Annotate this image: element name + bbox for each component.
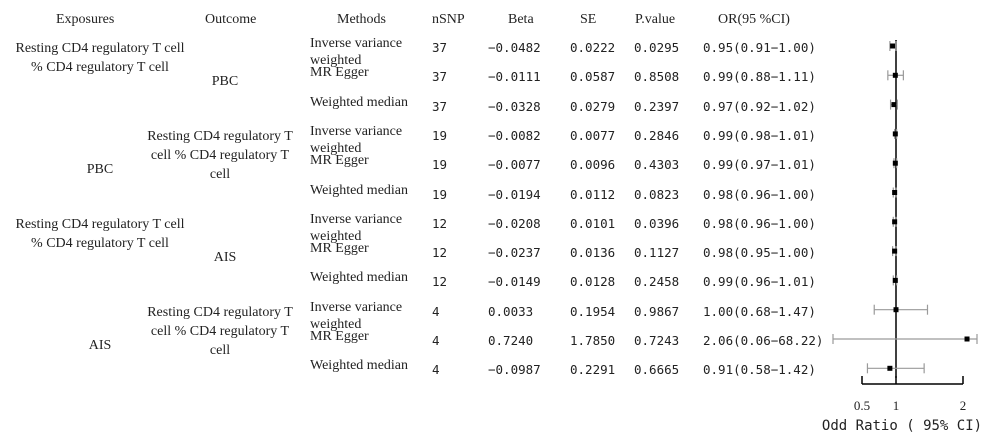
se-cell: 0.0128 xyxy=(570,274,616,290)
or-ci-cell: 0.99(0.97−1.01) xyxy=(703,157,816,173)
or-ci-cell: 0.97(0.92−1.02) xyxy=(703,98,816,114)
or-ci-cell: 0.98(0.95−1.00) xyxy=(703,245,816,261)
beta-cell: −0.0111 xyxy=(488,69,541,85)
se-cell: 0.0136 xyxy=(570,245,616,261)
point-estimate xyxy=(891,102,896,107)
header-nsnp: nSNP xyxy=(432,12,465,27)
beta-cell: −0.0194 xyxy=(488,186,541,202)
point-estimate xyxy=(894,307,899,312)
beta-cell: 0.0033 xyxy=(488,303,534,319)
se-cell: 0.2291 xyxy=(570,362,616,378)
point-estimate xyxy=(892,219,897,224)
group-exposure: PBC xyxy=(86,161,114,177)
method-label: Inverse variance weighted xyxy=(310,211,403,244)
or-ci-cell: 0.99(0.98−1.01) xyxy=(703,127,816,143)
beta-cell: −0.0987 xyxy=(488,362,541,378)
pvalue-cell: 0.2458 xyxy=(634,274,680,290)
nsnp-cell: 19 xyxy=(432,127,448,143)
pvalue-cell: 0.0396 xyxy=(634,215,680,231)
nsnp-cell: 37 xyxy=(432,40,448,55)
beta-cell: −0.0208 xyxy=(488,215,541,231)
pvalue-cell: 0.2397 xyxy=(634,98,680,114)
or-ci-cell: 0.98(0.96−1.00) xyxy=(703,186,816,202)
group-outcome: PBC xyxy=(211,73,239,89)
or-ci-cell: 0.98(0.96−1.00) xyxy=(703,215,816,231)
header-or: OR(95 %CI) xyxy=(718,12,790,27)
header-pvalue: P.value xyxy=(635,12,676,27)
method-label: MR Egger xyxy=(310,241,369,257)
point-estimate xyxy=(892,249,897,254)
beta-cell: −0.0237 xyxy=(488,245,541,261)
group-outcome: Resting CD4 regulatory T cell % CD4 regulatory T cell xyxy=(147,304,293,358)
se-cell: 0.0077 xyxy=(570,127,616,143)
x-tick-label: 0.5 xyxy=(853,398,871,413)
method-label: Inverse variance weighted xyxy=(310,299,403,332)
group-outcome: AIS xyxy=(213,249,237,265)
or-ci-cell: 0.91(0.58−1.42) xyxy=(703,362,816,378)
beta-cell: −0.0482 xyxy=(488,40,541,55)
or-ci-cell: 0.95(0.91−1.00) xyxy=(703,40,816,55)
or-ci-cell: 2.06(0.06−68.22) xyxy=(703,333,824,348)
point-estimate xyxy=(893,131,898,136)
method-label: MR Egger xyxy=(310,153,369,169)
se-cell: 0.1954 xyxy=(570,303,616,319)
x-tick-label: 1 xyxy=(892,398,900,413)
nsnp-cell: 4 xyxy=(432,303,440,319)
nsnp-cell: 12 xyxy=(432,215,448,231)
nsnp-cell: 4 xyxy=(432,333,440,348)
se-cell: 0.0112 xyxy=(570,186,616,202)
beta-cell: 0.7240 xyxy=(488,333,534,348)
x-axis-title: Odd Ratio ( 95% CI) xyxy=(821,418,983,434)
beta-cell: −0.0149 xyxy=(488,274,541,290)
or-ci-cell: 1.00(0.68−1.47) xyxy=(703,303,816,319)
point-estimate xyxy=(892,190,897,195)
se-cell: 0.0279 xyxy=(570,98,616,114)
header-exposures: Exposures xyxy=(56,12,115,27)
point-estimate xyxy=(890,44,895,49)
header-outcome: Outcome xyxy=(205,12,257,27)
nsnp-cell: 37 xyxy=(432,69,448,85)
se-cell: 1.7850 xyxy=(570,333,616,348)
beta-cell: −0.0328 xyxy=(488,98,541,114)
group-exposure: AIS xyxy=(88,337,112,353)
x-tick-label: 2 xyxy=(959,398,967,413)
se-cell: 0.0096 xyxy=(570,157,616,173)
method-label: Weighted median xyxy=(310,94,409,110)
pvalue-cell: 0.8508 xyxy=(634,69,680,85)
se-cell: 0.0587 xyxy=(570,69,616,85)
se-cell: 0.0101 xyxy=(570,215,616,231)
beta-cell: −0.0082 xyxy=(488,127,541,143)
or-ci-cell: 0.99(0.96−1.01) xyxy=(703,274,816,290)
nsnp-cell: 12 xyxy=(432,245,448,261)
method-label: MR Egger xyxy=(310,329,369,344)
pvalue-cell: 0.7243 xyxy=(634,333,680,348)
point-estimate xyxy=(893,161,898,166)
header-beta: Beta xyxy=(508,12,534,27)
nsnp-cell: 12 xyxy=(432,274,448,290)
pvalue-cell: 0.0295 xyxy=(634,40,680,55)
header-methods: Methods xyxy=(337,12,386,27)
method-label: MR Egger xyxy=(310,65,369,81)
group-outcome: Resting CD4 regulatory T cell % CD4 regulatory T cell xyxy=(147,128,293,182)
point-estimate xyxy=(887,366,892,371)
group-exposure: Resting CD4 regulatory T cell % CD4 regulatory T cell xyxy=(15,216,185,251)
group-exposure: Resting CD4 regulatory T cell % CD4 regulatory T cell xyxy=(15,41,185,75)
pvalue-cell: 0.0823 xyxy=(634,186,680,202)
point-estimate xyxy=(893,278,898,283)
nsnp-cell: 19 xyxy=(432,186,448,202)
nsnp-cell: 4 xyxy=(432,362,440,378)
se-cell: 0.0222 xyxy=(570,40,616,55)
pvalue-cell: 0.1127 xyxy=(634,245,680,261)
method-label: Inverse variance weighted xyxy=(310,36,403,68)
method-label: Inverse variance weighted xyxy=(310,123,403,156)
beta-cell: −0.0077 xyxy=(488,157,541,173)
method-label: Weighted median xyxy=(310,358,409,374)
pvalue-cell: 0.6665 xyxy=(634,362,680,378)
method-label: Weighted median xyxy=(310,270,409,286)
nsnp-cell: 19 xyxy=(432,157,448,173)
point-estimate xyxy=(965,337,970,342)
pvalue-cell: 0.2846 xyxy=(634,127,680,143)
header-se: SE xyxy=(580,12,597,27)
point-estimate xyxy=(893,73,898,78)
nsnp-cell: 37 xyxy=(432,98,448,114)
method-label: Weighted median xyxy=(310,182,409,198)
pvalue-cell: 0.4303 xyxy=(634,157,680,173)
or-ci-cell: 0.99(0.88−1.11) xyxy=(703,69,816,85)
pvalue-cell: 0.9867 xyxy=(634,303,680,319)
